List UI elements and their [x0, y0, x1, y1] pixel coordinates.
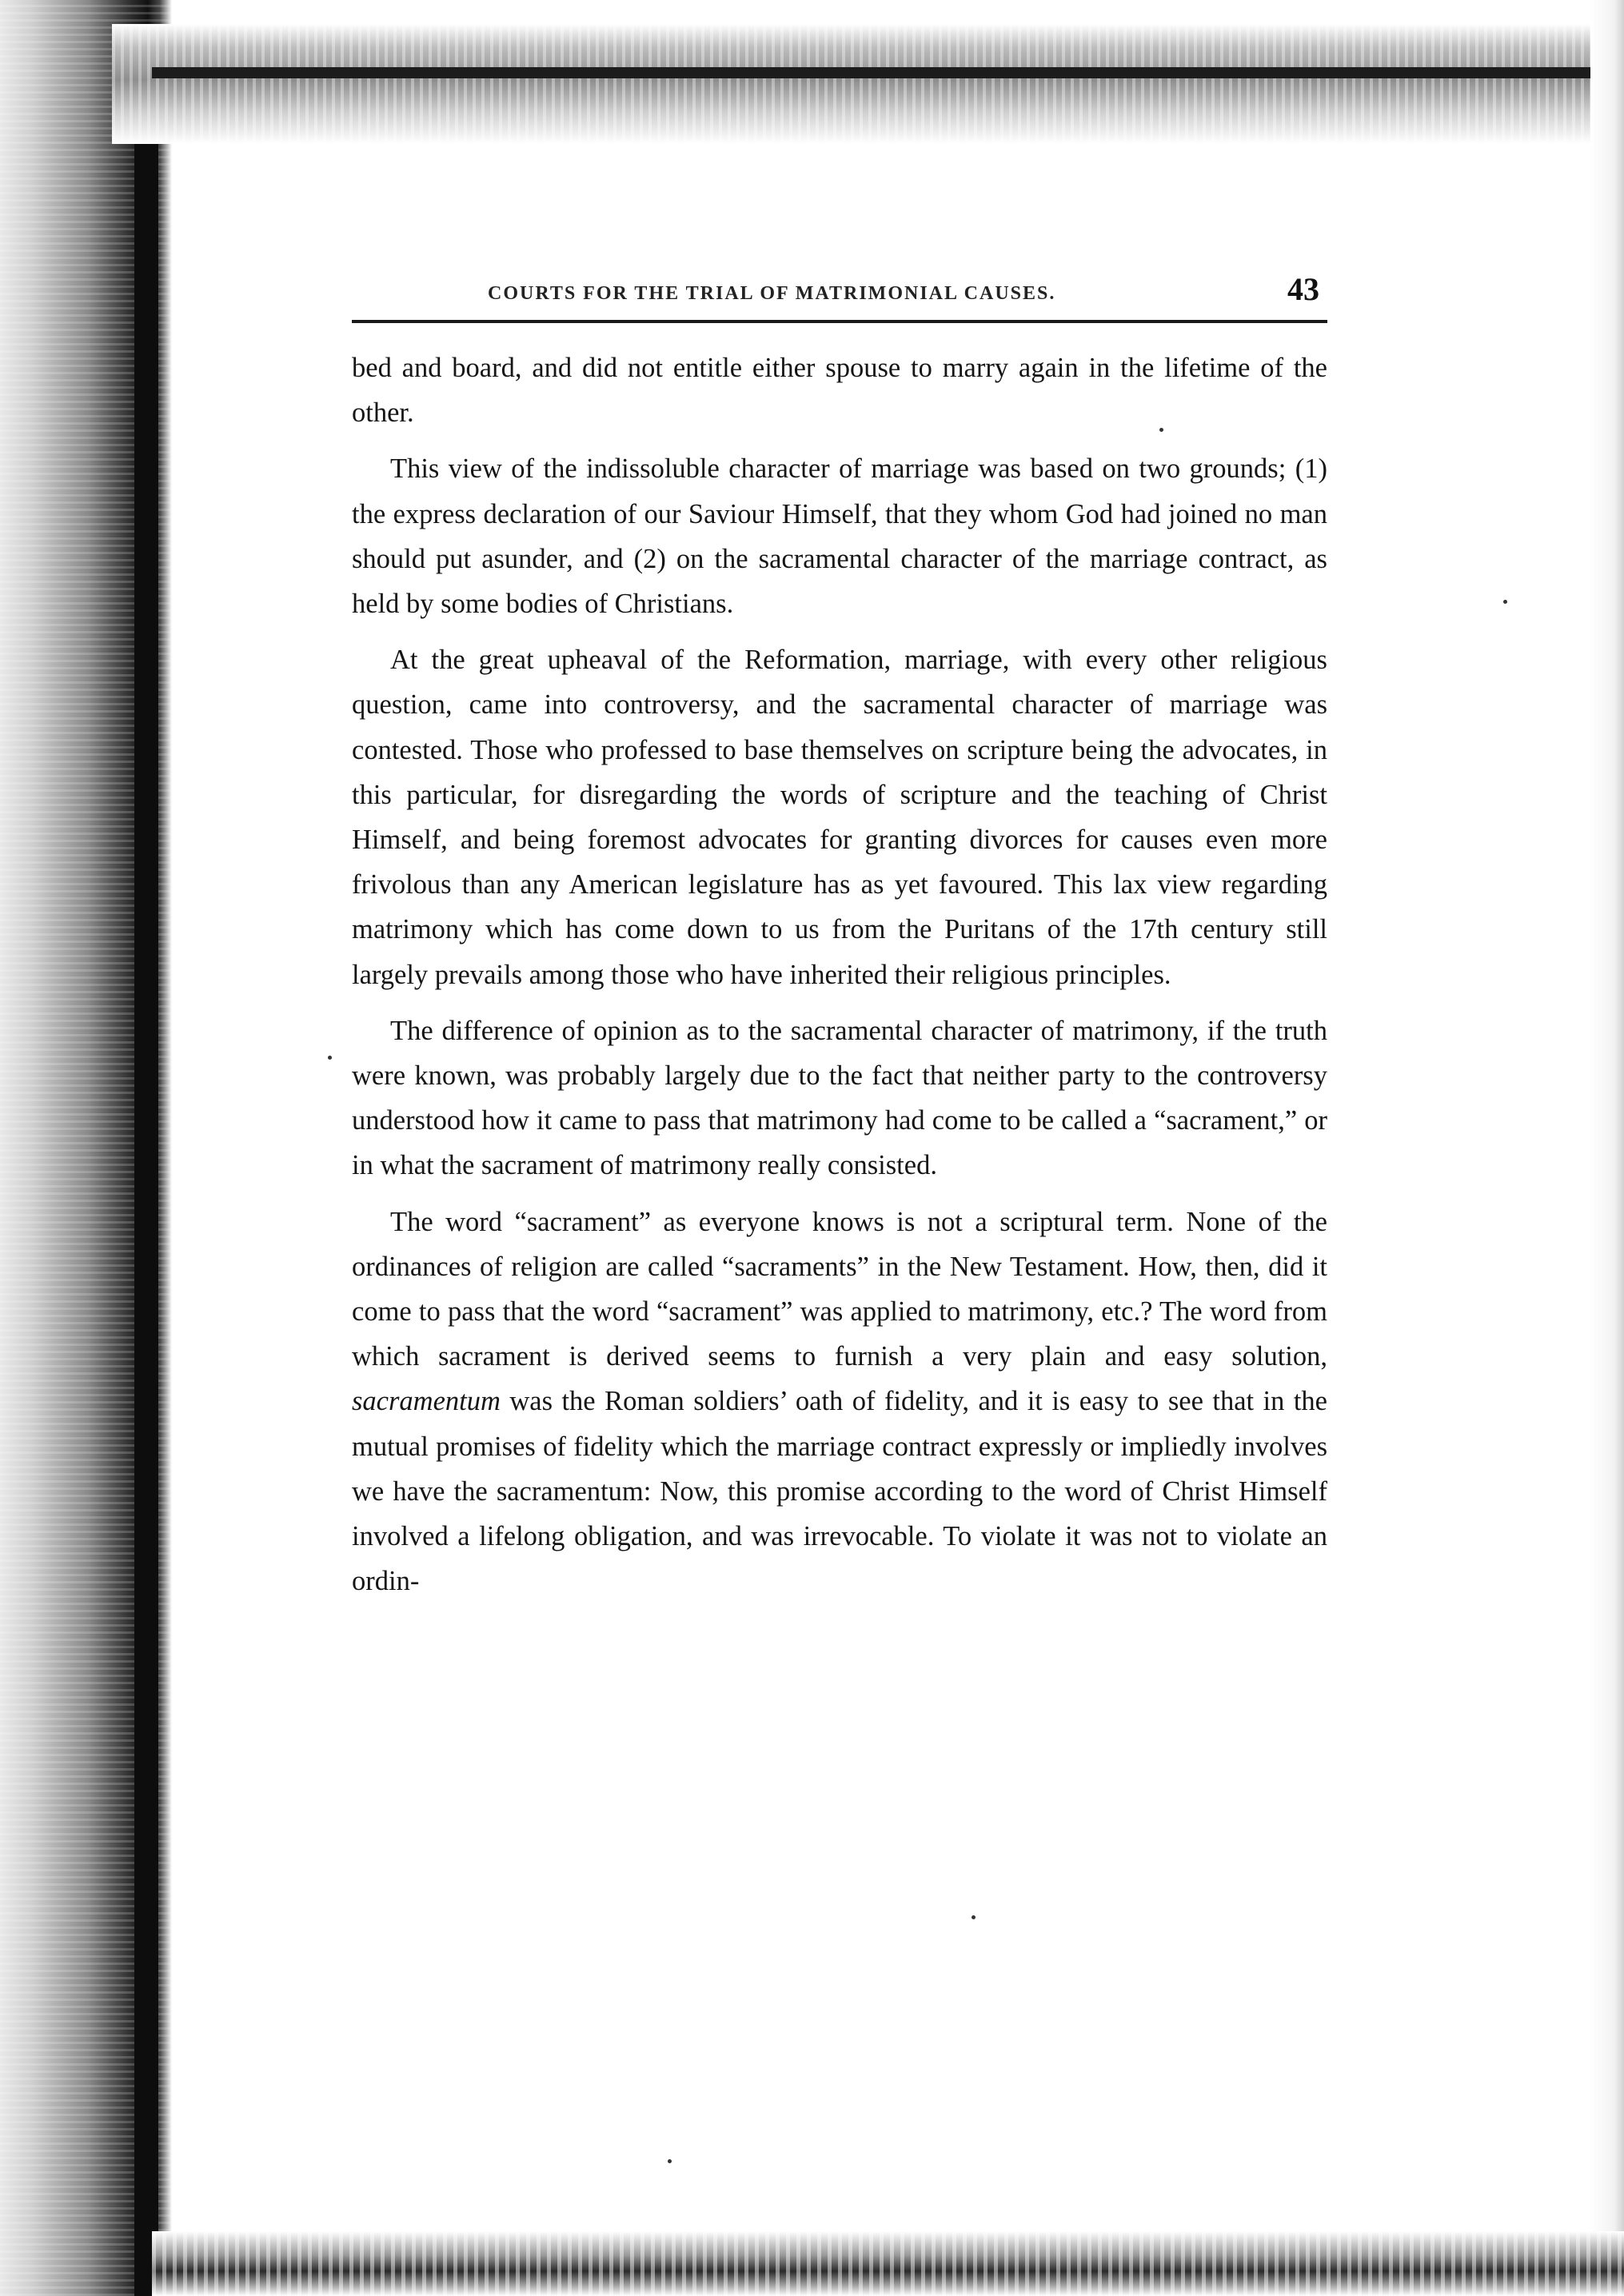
scan-speck — [1503, 600, 1507, 604]
scan-right-edge — [1590, 0, 1624, 2296]
paragraph: At the great upheaval of the Reformation, marriage, with every other religious question, came into controversy, and the sacramental character of marriage was contested. Those who professed to base themselves on scripture being the advocates, in this particular, for disregarding the words of scripture and the teaching of Christ Himself, and being foremost advocates for granting divorces for causes even more frivolous than any American legislature has as yet favoured. This lax view regarding matrimony which has come down to us from the Puritans of the 17th century still largely prevails among those who have inherited their religious principles. — [352, 645, 1327, 990]
scan-speck — [328, 1056, 332, 1060]
scan-speck — [972, 1915, 976, 1919]
page-number: 43 — [1287, 271, 1319, 307]
scan-top-edge — [112, 24, 1624, 144]
paragraph: This view of the indissoluble character of marriage was based on two grounds; (1) the express declaration of our Saviour Himself, that they whom God had joined no man should put asunder, and (2) on the sacramental character of the marriage contract, as held by some bodies of Christians. — [352, 453, 1327, 620]
book-page — [352, 264, 1327, 1615]
scan-binding-shadow — [134, 32, 158, 2296]
italic-term: sacramentum — [352, 1386, 501, 1417]
scan-top-border — [152, 67, 1624, 78]
scan-speck — [668, 2159, 672, 2163]
page-body — [352, 345, 1327, 1603]
paragraph: bed and board, and did not entitle either spouse to marry again in the lifetime of the other. — [352, 353, 1327, 429]
running-title: COURTS FOR THE TRIAL OF MATRIMONIAL CAUSES. — [488, 283, 1056, 304]
running-head — [352, 264, 1327, 312]
paragraph — [352, 1200, 1327, 1604]
paragraph: The difference of opinion as to the sacramental character of matrimony, if the truth were known, was probably largely due to the fact that neither party to the controversy understood how it came to pass that matrimony had come to be called a “sacrament,” or in what the sacrament of matrimony really consisted. — [352, 1015, 1327, 1181]
scan-bottom-edge — [152, 2231, 1624, 2296]
header-rule — [352, 320, 1327, 323]
paragraph-text: The word “sacrament” as everyone knows is not a scriptural term. None of the ordinances of religion are called “sacraments” in the New Testament. How, then, did it come to pass that the word “sacrament” was applied to matrimony, etc.? The word from which sacrament is derived seems to furnish a very plain and easy solution, — [352, 1206, 1327, 1372]
paragraph-text: was the Roman soldiers’ oath of fidelity, and it is easy to see that in the mutual promises of fidelity which the marriage contract expressly or impliedly involves we have the sacramentum: Now, this promise according to the word of Christ Himself involved a lifelong obligation, and was irrevocable. To violate it was not to violate an ordin- — [352, 1386, 1327, 1597]
